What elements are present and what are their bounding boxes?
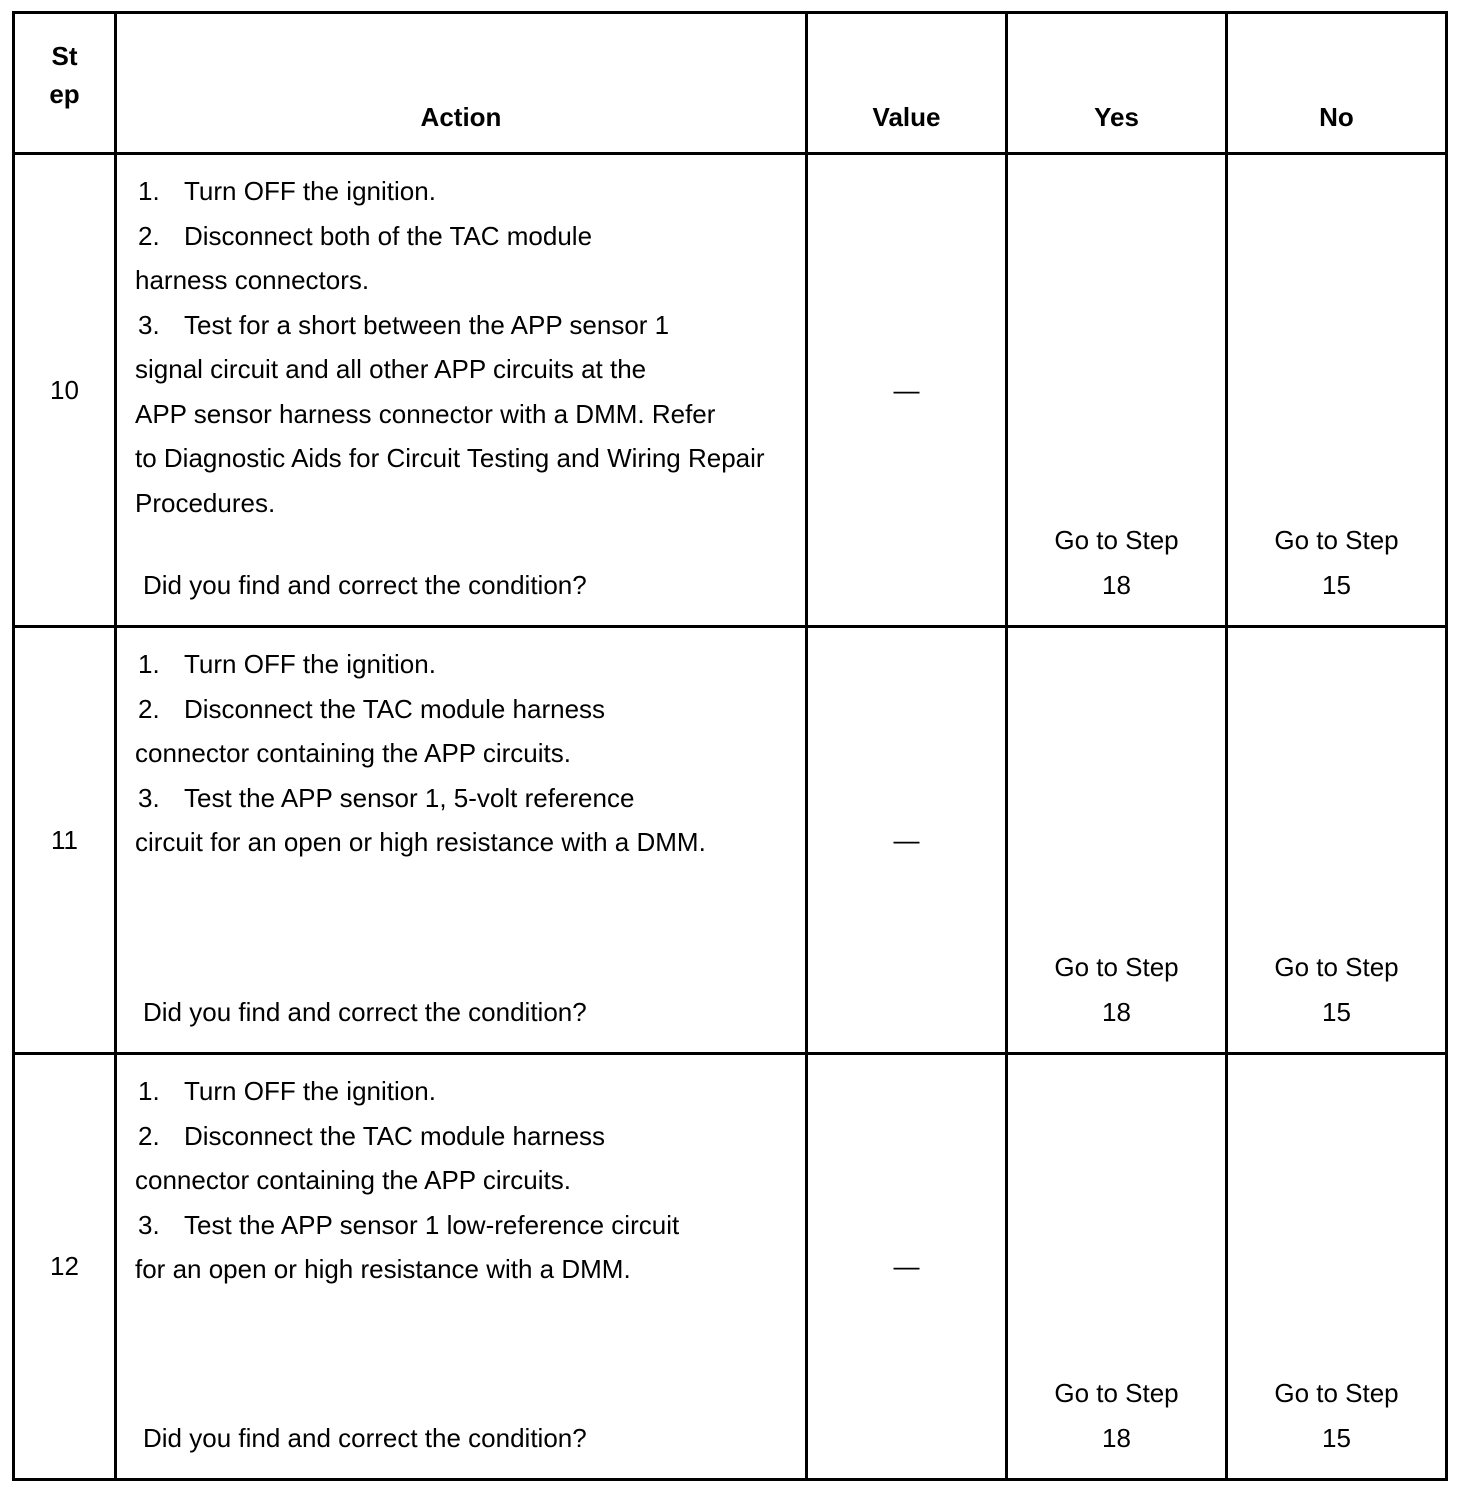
no-goto-step: 15 [1322,1422,1351,1453]
action-line: signal circuit and all other APP circuits at the [135,354,647,384]
action-line: 3. Test the APP sensor 1, 5-volt reference [138,782,635,813]
value-cell: — [893,374,920,405]
yes-goto-label: Go to Step [1054,952,1179,982]
action-line: circuit for an open or high resistance with a DMM. [135,827,706,857]
yes-cell [1008,155,1225,625]
value-cell: — [893,1251,920,1281]
header-value: Value [872,102,941,132]
yes-goto-label: Go to Step [1054,525,1179,555]
value-cell: — [893,824,920,855]
action-line: 2. Disconnect the TAC module harness [138,693,606,724]
action-line: connector containing the APP circuits. [135,738,571,768]
table-border-right [1445,11,1448,1481]
no-goto-step: 15 [1322,996,1351,1027]
action-line: APP sensor harness connector with a DMM. Refer [135,398,716,429]
action-line: for an open or high resistance with a DMM. [135,1254,631,1284]
action-line: connector containing the APP circuits. [135,1165,571,1195]
yes-cell [1008,628,1225,1052]
action-line: Procedures. [135,487,276,518]
no-cell [1228,155,1445,625]
action-cell [117,628,805,1052]
action-line: 3. Test for a short between the APP sensor 1 [138,309,670,340]
action-question: Did you find and correct the condition? [143,569,587,600]
action-line: 2. Disconnect the TAC module harness [138,1120,606,1151]
action-line: 3. Test the APP sensor 1 low-reference circuit [138,1209,680,1240]
step-number: 12 [50,1251,79,1281]
no-goto-label: Go to Step [1274,525,1399,555]
yes-goto-label: Go to Step [1054,1378,1179,1408]
action-line: 2. Disconnect both of the TAC module [138,220,593,251]
header-yes: Yes [1094,102,1139,132]
no-goto-label: Go to Step [1274,952,1399,982]
action-line: 1. Turn OFF the ignition. [138,176,436,206]
no-cell [1228,1055,1445,1478]
step-number: 11 [51,824,78,855]
action-question: Did you find and correct the condition? [143,996,587,1027]
header-no: No [1319,102,1354,132]
header-step-line2: ep [49,79,80,109]
yes-goto-step: 18 [1102,569,1131,600]
step-number: 10 [50,374,79,405]
table-border-bottom [12,1478,1448,1481]
header-step-line1: St [51,41,78,71]
action-cell [117,155,805,625]
yes-goto-step: 18 [1102,1422,1131,1453]
action-line: 1. Turn OFF the ignition. [138,1076,436,1106]
no-cell [1228,628,1445,1052]
action-line: harness connectors. [135,265,370,295]
action-line: 1. Turn OFF the ignition. [138,649,436,679]
yes-cell [1008,1055,1225,1478]
yes-goto-step: 18 [1102,996,1131,1027]
no-goto-label: Go to Step [1274,1378,1399,1408]
diagnostic-table [12,11,1448,1481]
action-line: to Diagnostic Aids for Circuit Testing and Wiring Repair [135,443,765,473]
header-action: Action [420,102,502,132]
action-cell [117,1055,805,1478]
header-step [15,14,114,152]
no-goto-step: 15 [1322,569,1351,600]
action-question: Did you find and correct the condition? [143,1422,587,1453]
